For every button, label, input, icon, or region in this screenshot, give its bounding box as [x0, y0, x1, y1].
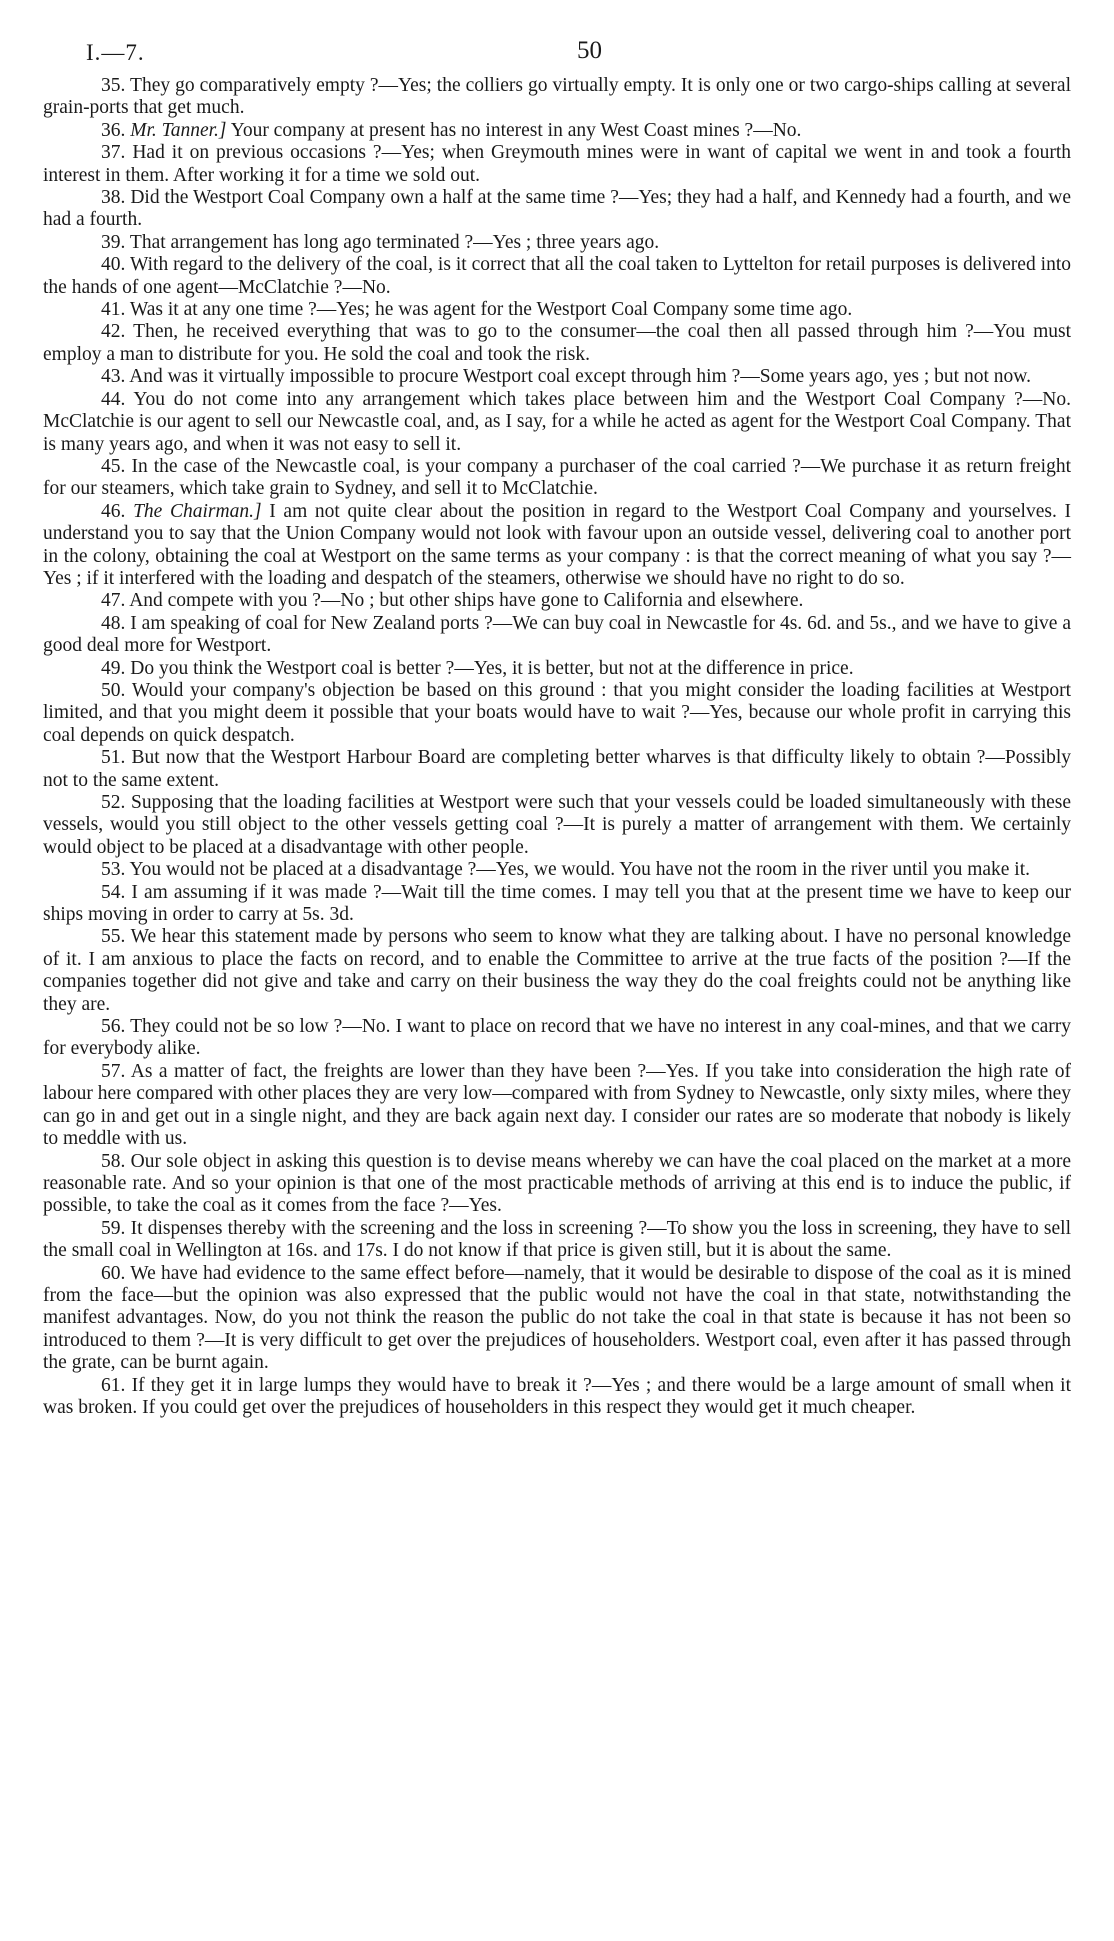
question-number: 54. [101, 881, 126, 903]
question-text: They go comparatively empty ?—Yes; the colliers go virtually empty. It is only one or two cargo-ships calling at several grain-ports that get much. [43, 75, 1071, 119]
question-number: 41. [101, 299, 126, 321]
question-number: 39. [101, 231, 126, 253]
question-number: 49. [101, 657, 126, 679]
question-number: 60. [101, 1262, 126, 1284]
question-text: It dispenses thereby with the screening and the loss in screening ?—To show you the loss in screening, they have to sell the small coal in Wellington at 16s. and 17s. I do not know if that price is given still, but it is about the same. [43, 1217, 1072, 1262]
question-text: Had it on previous occasions ?—Yes; when Greymouth mines were in want of capital we went in and took a fourth interest in them. After working it for a time we sold out. [43, 142, 1072, 186]
question-text: Supposing that the loading facilities at Westport were such that your vessels could be loaded simultaneously with these vessels, would you still object to the other vessels getting coal ?—It is purely a matter of arrangement with them. We certainly would object to be placed at a disadvantage with other people. [43, 792, 1071, 858]
question-number: 50. [101, 679, 126, 701]
question-paragraph [43, 299, 1071, 321]
question-paragraph [43, 142, 1071, 187]
question-text: But now that the Westport Harbour Board are completing better wharves is that difficulty likely to obtain ?—Possibly not to the same extent. [43, 747, 1072, 791]
question-paragraph [43, 1151, 1071, 1218]
question-number: 46. [101, 500, 126, 522]
question-paragraph [43, 613, 1071, 658]
question-paragraph [43, 366, 1071, 388]
page-body [43, 75, 1071, 1419]
question-paragraph [43, 926, 1071, 1016]
question-text: Was it at any one time ?—Yes; he was agent for the Westport Coal Company some time ago. [129, 299, 853, 321]
question-paragraph [43, 321, 1071, 366]
question-text: Would your company's objection be based on this ground : that you might consider the loading facilities at Westport limited, and that you might deem it possible that your boats would have to wait ?—Yes, because our whole profit in carrying this coal depends on quick despatch. [43, 679, 1071, 746]
question-text: Your company at present has no interest in any West Coast mines ?—No. [230, 119, 802, 141]
question-number: 53. [101, 859, 126, 881]
question-paragraph [43, 1218, 1071, 1263]
question-number: 57. [101, 1060, 126, 1082]
question-text: I am not quite clear about the position in regard to the Westport Coal Company and yourselves. I understand you to say that the Union Company would not look with favour upon an outside vessel, delivering coal to another port in the colony, obtaining the coal at Westport on the same terms as your company : is that the correct meaning of what you say ?—Yes ; if it interfered with the loading and despatch of the steamers, otherwise we should have no right to do so. [43, 500, 1072, 589]
question-text: You do not come into any arrangement which takes place between him and the Westport Coal Company ?—No. McClatchie is our agent to sell our Newcastle coal, and, as I say, for a while he acted as agent for the Westport Coal Company. That is many years ago, and when it was not easy to sell it. [43, 388, 1071, 455]
question-paragraph [43, 747, 1071, 792]
question-text: They could not be so low ?—No. I want to place on record that we have no interest in any coal-mines, and that we carry for everybody alike. [43, 1016, 1071, 1060]
question-paragraph [43, 1016, 1071, 1061]
question-paragraph [43, 658, 1071, 680]
question-text: With regard to the delivery of the coal, is it correct that all the coal taken to Lyttelton for retail purposes is delivered into the hands of one agent—McClatchie ?—No. [43, 254, 1071, 298]
question-text: We have had evidence to the same effect before—namely, that it would be desirable to dispose of the coal as it is mined from the face—but the opinion was also expressed that the public would not have the coal in that state, notwithstanding the manifest advantages. Now, do you not think the reason the public do not take the coal in that state is because it has not been so introduced to them ?—It is very difficult to get over the prejudices of householders. Westport coal, even after it has passed through the grate, can be burnt again. [43, 1262, 1071, 1374]
question-paragraph [43, 232, 1071, 254]
question-number: 59. [101, 1217, 126, 1239]
question-number: 43. [101, 366, 126, 388]
question-number: 36. [101, 119, 126, 141]
question-number: 55. [101, 926, 126, 948]
question-paragraph [43, 792, 1071, 859]
question-paragraph [43, 120, 1071, 142]
question-number: 45. [101, 455, 126, 477]
question-number: 37. [101, 142, 126, 164]
question-paragraph [43, 389, 1071, 456]
question-number: 52. [101, 792, 126, 813]
question-paragraph [43, 456, 1071, 501]
question-paragraph [43, 1263, 1071, 1375]
question-number: 42. [101, 321, 126, 343]
question-paragraph [43, 859, 1071, 881]
question-text: You would not be placed at a disadvantage ?—Yes, we would. You have not the room in the river until you make it. [129, 859, 1031, 881]
question-text: And compete with you ?—No ; but other ships have gone to California and elsewhere. [129, 590, 804, 612]
question-text: Did the Westport Coal Company own a half at the same time ?—Yes; they had a half, and Kennedy had a fourth, and we had a fourth. [43, 187, 1071, 231]
question-text: If they get it in large lumps they would have to break it ?—Yes ; and there would be a large amount of small when it was broken. If you could get over the prejudices of householders in this respect they would get it much cheaper. [43, 1374, 1072, 1418]
question-text: In the case of the Newcastle coal, is your company a purchaser of the coal carried ?—We purchase it as return freight for our steamers, which take grain to Sydney, and sell it to McClatchie. [43, 455, 1072, 500]
speaker-label: The Chairman.] [133, 500, 262, 522]
question-number: 38. [101, 187, 126, 209]
document-reference: I.—7. [86, 40, 145, 65]
question-text: As a matter of fact, the freights are lower than they have been ?—Yes. If you take into consideration the high rate of labour here compared with other places they are very low—compared with from Sydney to Newcastle, only sixty miles, where they can go in and get out in a single night, and they are back again next day. I consider our rates are so moderate that nobody is likely to meddle with us. [43, 1060, 1071, 1150]
question-paragraph [43, 680, 1071, 747]
question-paragraph [43, 882, 1071, 927]
question-text: And was it virtually impossible to procure Westport coal except through him ?—Some years ago, yes ; but not now. [129, 366, 1031, 388]
question-text: I am speaking of coal for New Zealand ports ?—We can buy coal in Newcastle for 4s. 6d. and 5s., and we have to give a good deal more for Westport. [43, 612, 1071, 657]
question-paragraph [43, 501, 1071, 591]
question-number: 61. [101, 1374, 126, 1396]
question-number: 35. [101, 75, 126, 96]
question-paragraph [43, 590, 1071, 612]
question-number: 56. [101, 1016, 126, 1038]
question-paragraph [43, 254, 1071, 299]
question-text: That arrangement has long ago terminated ?—Yes ; three years ago. [129, 231, 660, 253]
question-number: 40. [101, 254, 126, 276]
question-paragraph [43, 187, 1071, 232]
question-paragraph [43, 1061, 1071, 1151]
question-number: 58. [101, 1150, 126, 1172]
question-number: 47. [101, 590, 126, 612]
question-text: We hear this statement made by persons who seem to know what they are talking about. I have no personal knowledge of it. I am anxious to place the facts on record, and to enable the Committee to arrive at the true facts of the position ?—If the companies together did not give and take and carry on their business the way they do the coal freights could not be anything like they are. [43, 926, 1071, 1015]
page-header [43, 0, 1071, 75]
question-text: Do you think the Westport coal is better ?—Yes, it is better, but not at the difference in price. [130, 657, 854, 679]
question-text: Our sole object in asking this question is to devise means whereby we can have the coal placed on the market at a more reasonable rate. And so your opinion is that one of the most practicable methods of arriving at this end is to induce the public, if possible, to take the coal as it comes from the face ?—Yes. [43, 1150, 1071, 1217]
question-paragraph [43, 1375, 1071, 1420]
speaker-label: Mr. Tanner.] [130, 119, 227, 141]
question-text: Then, he received everything that was to go to the consumer—the coal then all passed through him ?—You must employ a man to distribute for you. He sold the coal and took the risk. [43, 321, 1072, 365]
question-text: I am assuming if it was made ?—Wait till the time comes. I may tell you that at the present time we have to keep our ships moving in order to carry at 5s. 3d. [43, 881, 1071, 926]
question-paragraph [43, 75, 1071, 120]
question-number: 48. [101, 612, 126, 634]
page-number: 50 [577, 37, 602, 64]
question-number: 51. [101, 747, 126, 769]
question-number: 44. [101, 388, 126, 410]
